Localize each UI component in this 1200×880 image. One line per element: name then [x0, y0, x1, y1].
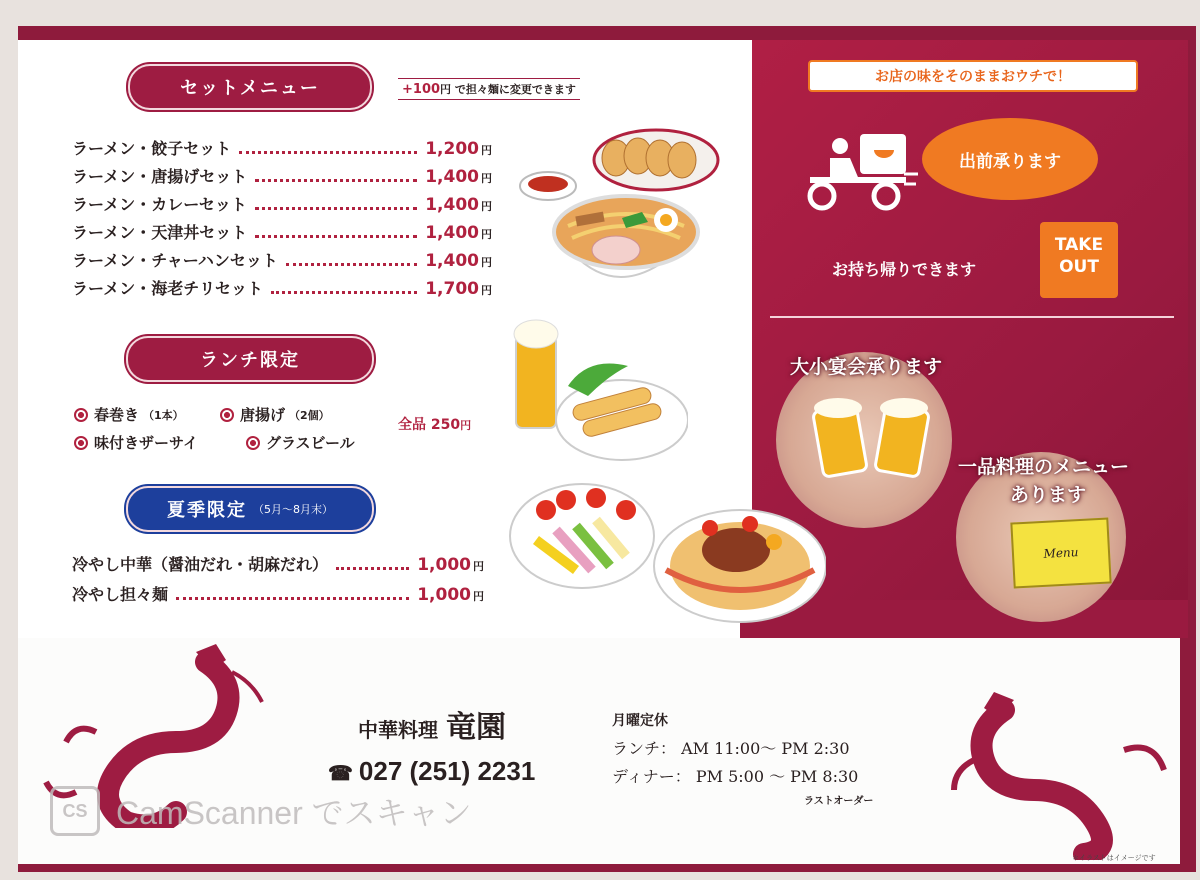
set-menu-banner: [128, 64, 372, 110]
set-menu-item: [72, 220, 492, 246]
beer-springroll-illustration: [512, 316, 688, 462]
shop-name: [358, 702, 506, 746]
dot-leader: [271, 282, 417, 294]
item-name: 冷やし中華（醤油だれ・胡麻だれ）: [72, 555, 329, 574]
yen-unit: 円: [481, 172, 492, 185]
shop-title: 竜園: [446, 710, 506, 745]
a-la-carte-title-line1: 一品料理のメニュー: [958, 456, 1130, 478]
upgrade-note-text: で担々麺に変更できます: [454, 83, 576, 96]
lunch-item-name: 春巻き: [94, 406, 140, 424]
summer-title: 夏季限定: [167, 500, 247, 521]
telephone-icon: ☎: [328, 763, 353, 785]
a-la-carte-title-line2: あります: [1010, 484, 1087, 506]
delivery-bubble: [922, 118, 1098, 200]
summer-banner: [126, 486, 374, 532]
set-menu-item: [72, 276, 492, 302]
upgrade-note-yen: 円: [440, 83, 452, 96]
item-name: ラーメン・カレーセット: [72, 195, 247, 214]
dot-leader: [255, 198, 417, 210]
item-price: 1,400: [425, 251, 479, 271]
item-price: 1,400: [425, 195, 479, 215]
dot-leader: [239, 142, 417, 154]
lunch-item: [246, 432, 355, 453]
yen-unit: 円: [481, 284, 492, 297]
bullet-icon: [74, 408, 88, 422]
lunch-item: [74, 432, 198, 453]
phone-number: 027 (251) 2231: [358, 756, 536, 786]
right-dragon-illustration: [944, 690, 1180, 860]
lunch-all-price: [398, 414, 471, 434]
item-name: ラーメン・海老チリセット: [72, 279, 264, 298]
dinner-hours-label: ディナー：: [612, 767, 691, 786]
delivery-scooter-icon: [800, 120, 920, 216]
yen-unit: 円: [481, 200, 492, 213]
item-name: ラーメン・天津丼セット: [72, 223, 248, 242]
upgrade-note: [398, 78, 580, 100]
menu-book-label: Menu: [1043, 545, 1079, 561]
lunch-item-qty: （1本）: [143, 408, 184, 422]
set-menu-item: [72, 136, 492, 162]
yen-unit: 円: [473, 590, 484, 603]
dinner-hours-value: PM 5:00 〜 PM 8:30: [695, 767, 859, 786]
camscanner-logo-icon: CS: [50, 786, 100, 836]
dot-leader: [255, 170, 417, 182]
beer-toast-icon: [804, 394, 944, 484]
bullet-icon: [246, 436, 260, 450]
dot-leader: [176, 588, 409, 600]
delivery-text: 出前承ります: [959, 151, 1061, 172]
lunch-banner: [126, 336, 374, 382]
dot-leader: [255, 226, 417, 238]
takeout-bag-line2: OUT: [1059, 257, 1099, 277]
dot-leader: [336, 558, 409, 570]
item-name: ラーメン・餃子セット: [72, 139, 232, 158]
lunch-hours-value: AM 11:00〜 PM 2:30: [681, 739, 850, 758]
bullet-icon: [74, 436, 88, 450]
yen-unit: 円: [481, 228, 492, 241]
set-menu-item: [72, 248, 492, 274]
lunch-title: ランチ限定: [200, 350, 300, 371]
dinner-hours: [612, 764, 858, 787]
item-price: 1,000: [417, 585, 471, 605]
ramen-gyoza-illustration: [516, 122, 722, 318]
yen-unit: 円: [473, 560, 484, 573]
lunch-item: [74, 404, 184, 425]
lunch-item: [220, 404, 330, 425]
lunch-item-name: 唐揚げ: [240, 406, 286, 424]
yen-unit: 円: [481, 144, 492, 157]
item-price: 1,700: [425, 279, 479, 299]
cold-noodles-illustration: [506, 470, 826, 626]
right-divider: [770, 316, 1174, 318]
summer-menu-item: [72, 582, 484, 608]
closed-day: 月曜定休: [612, 713, 668, 729]
item-price: 1,000: [417, 555, 471, 575]
takeout-bag-line1: TAKE: [1054, 235, 1104, 255]
lunch-item-qty: （2個）: [289, 408, 330, 422]
set-menu-title: セットメニュー: [180, 78, 320, 99]
dot-leader: [286, 254, 417, 266]
item-name: ラーメン・チャーハンセット: [72, 251, 278, 270]
banquet-title: 大小宴会承ります: [790, 356, 943, 378]
last-order-label: ラストオーダー: [804, 796, 874, 807]
lunch-hours-label: ランチ：: [612, 739, 677, 758]
all-price-value: 全品 250: [398, 417, 461, 433]
yen-unit: 円: [460, 419, 472, 432]
lunch-item-name: 味付きザーサイ: [94, 434, 198, 452]
item-price: 1,200: [425, 139, 479, 159]
takehome-ribbon: [808, 60, 1138, 92]
camscanner-watermark: [50, 786, 472, 836]
item-name: ラーメン・唐揚げセット: [72, 167, 248, 186]
bullet-icon: [220, 408, 234, 422]
lunch-hours: [612, 736, 850, 759]
item-price: 1,400: [425, 167, 479, 187]
lunch-item-name: グラスビール: [266, 434, 355, 452]
item-price: 1,400: [425, 223, 479, 243]
ribbon-text: お店の味をそのままおウチで！: [875, 69, 1071, 85]
set-menu-item: [72, 192, 492, 218]
summer-menu-item: [72, 552, 484, 578]
yen-unit: 円: [481, 256, 492, 269]
takeout-bag-icon: [1040, 222, 1118, 298]
shop-phone[interactable]: [328, 756, 535, 787]
summer-period: （5月〜8月末）: [253, 503, 333, 516]
menu-book-icon: [1010, 517, 1111, 588]
set-menu-item: [72, 164, 492, 190]
shop-category: 中華料理: [358, 718, 438, 742]
illustration-disclaimer: ＊イラストはイメージです: [1072, 854, 1156, 862]
takeout-text: お持ち帰りできます: [832, 260, 977, 279]
upgrade-note-amount: +100: [402, 82, 441, 97]
watermark-text: CamScanner でスキャン: [116, 795, 472, 831]
item-name: 冷やし担々麺: [72, 585, 169, 604]
